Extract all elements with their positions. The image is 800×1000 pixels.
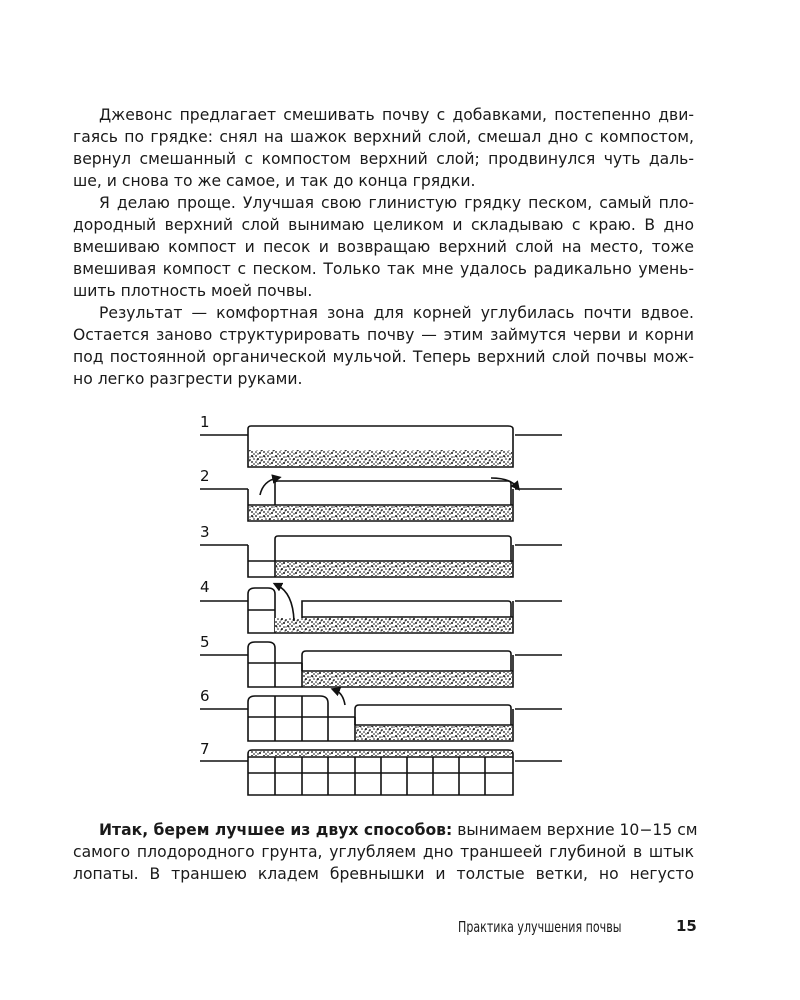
text-line [73,819,698,841]
step-label-1: 1 [200,413,210,431]
text-line: Джевонс предлагает смешивать почву с добавками, постепенно дви- [99,106,694,124]
paragraph-4 [73,819,698,885]
paragraph-3 [73,302,694,390]
text-line: Результат — комфортная зона для корней углубилась почти вдвое. [99,304,694,322]
step-label-4: 4 [200,578,210,596]
diagram-step-2 [200,478,562,521]
diagram-step-3 [200,536,562,577]
bold-lead: Итак, берем лучшее из двух способов: [99,821,453,839]
text-line: вернул смешанный с компостом верхний слой; продвинулся чуть даль- [73,150,694,168]
text-line: шить плотность моей почвы. [73,282,313,300]
paragraph-2 [73,192,694,302]
diagram-step-6 [200,690,562,741]
text-run: вынимаем верхние 10−15 см [452,821,698,839]
running-footer-title: Практика улучшения почвы [458,918,622,936]
step-label-3: 3 [200,523,210,541]
step-label-5: 5 [200,633,210,651]
step-label-7: 7 [200,740,210,758]
diagram-step-1 [200,426,562,467]
text-line: самого плодородного грунта, углубляем дно траншеей глубиной в штык [73,843,694,861]
text-line: ше, и снова то же самое, и так до конца грядки. [73,172,476,190]
text-line: но легко разгрести руками. [73,370,303,388]
paragraph-1 [73,104,694,192]
diagram-step-4 [200,585,562,633]
text-line: под постоянной органической мульчой. Теперь верхний слой почвы мож- [73,348,694,366]
text-line: лопаты. В траншею кладем бревнышки и толстые ветки, но негусто [73,865,694,883]
text-line: дородный верхний слой вынимаю целиком и складываю с краю. В дно [73,216,694,234]
text-line: вмешиваю компост и песок и возвращаю верхний слой на место, тоже [73,238,694,256]
diagram-step-7 [200,750,562,795]
step-label-2: 2 [200,467,210,485]
text-line: Я делаю проще. Улучшая свою глинистую грядку песком, самый пло- [99,194,694,212]
step-label-6: 6 [200,687,210,705]
text-line: гаясь по грядке: снял на шажок верхний слой, смешал дно с компостом, [73,128,694,146]
text-line: Остается заново структурировать почву — этим займутся черви и корни [73,326,694,344]
soil-layering-diagram [195,405,575,800]
diagram-step-5 [200,642,562,687]
page-number: 15 [676,917,697,935]
text-line: вмешивая компост с песком. Только так мне удалось радикально умень- [73,260,694,278]
